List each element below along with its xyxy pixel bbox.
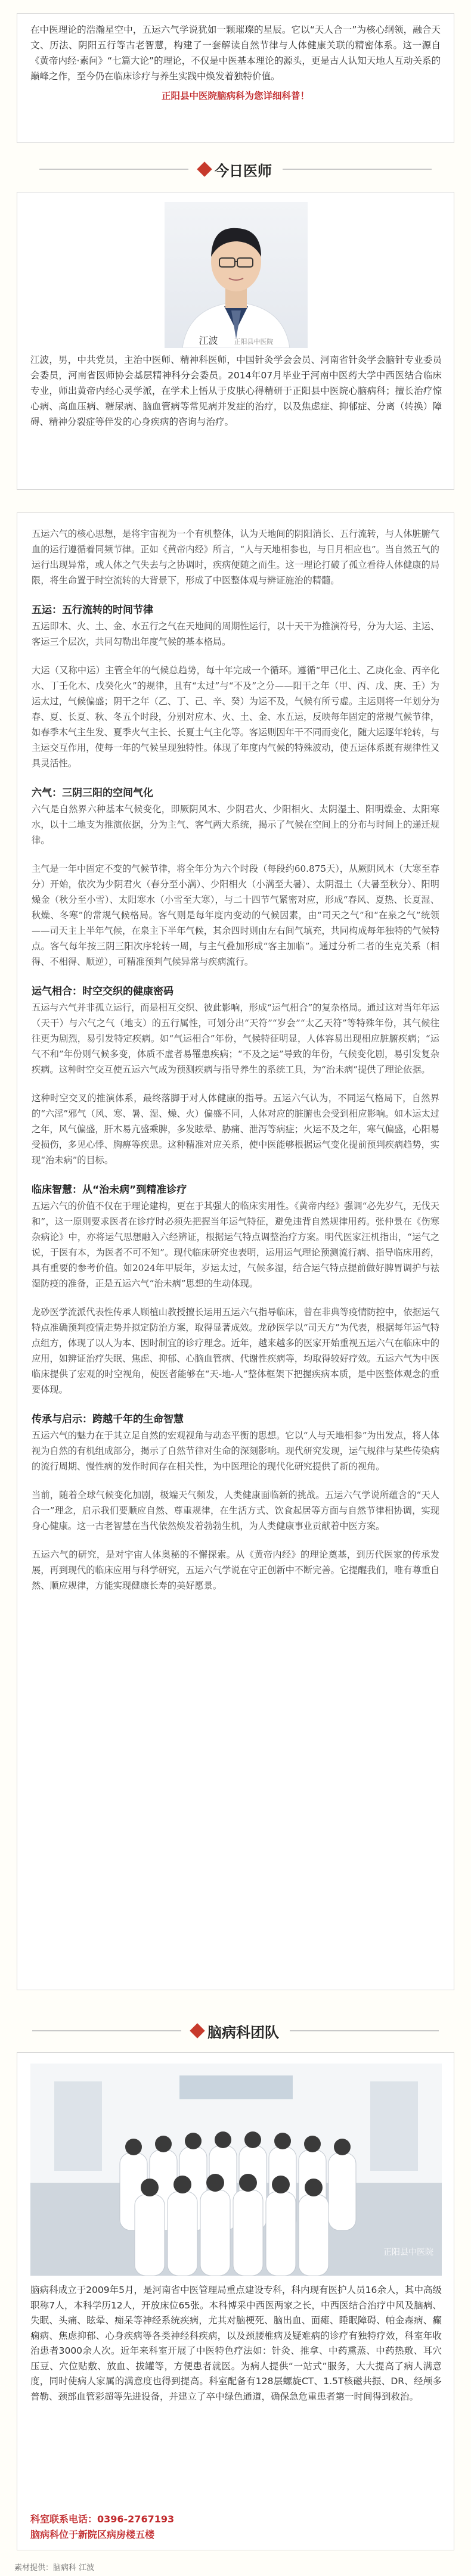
contact-phone: 科室联系电话：0396-2767193 <box>30 2513 175 2525</box>
department-location: 脑病科位于新院区病房楼五楼 <box>30 2529 155 2540</box>
article-card <box>17 512 454 1990</box>
section-title: 五运：五行流转的时间节律 <box>32 604 153 616</box>
doctor-heading-text: 今日医师 <box>215 162 272 179</box>
intro-text: 在中医理论的浩瀚星空中，五运六气学说犹如一颗璀璨的星辰。它以“天人合一”为核心纲领，融合天文、历法、阴阳五行等古老智慧，构建了一套解读自然节律与人体健康关联的精密体系。这一源自《黄帝内经·素问》“七篇大论”的理论，不仅是中医基本理论的源头，更是古人认知天地人互动关系的巅峰之作，至今仍在临床诊疗与养生实践中焕发着独特价值。 <box>30 24 441 82</box>
article-paragraph: 五运六气的核心思想，是将宇宙视为一个有机整体，认为天地间的阴阳消长、五行流转，与人体脏腑气血的运行遵循着同频节律。正如《黄帝内经》所言，“人与天地相参也，与日月相应也”。当自然五气的运行出现异常，或人体之气失去与之协调时，疾病便随之而生。这一理论打破了孤立看待人体健康的局限，将生命置于时空流转的大背景下，形成了中医整体观与辨证施治的精髓。 <box>32 529 439 586</box>
article-paragraph: 这种时空交叉的推演体系，最终落脚于对人体健康的指导。五运六气认为，不同运气格局下，自然界的“六淫”邪气（风、寒、暑、湿、燥、火）偏盛不同，人体对应的脏腑也会受到相应影响。如木运太过之年，风气偏盛，肝木易亢盛乘脾，多发眩晕、胁痛、泄泻等病症；火运不及之年，寒气偏盛，心阳易受损伤，多见心悸、胸痹等疾患。这种精准对应关系，使中医能够根据运气变化提前预判疾病趋势，实现“治未病”的目标。 <box>32 1093 439 1166</box>
article-paragraph: 龙砂医学流派代表性传承人顾植山教授擅长运用五运六气指导临床，曾在非典等疫情防控中，依据运气特点准确预判疫情走势并拟定防治方案，取得显著成效。龙砂医学以“司天方”为代表，根据每年运气特点组方，体现了以人为本、因时制宜的诊疗理念。近年，越来越多的医家开始重视五运六气在临床中的应用，如辨证治疗失眠、焦虑、抑郁、心脑血管病、代谢性疾病等，均取得较好疗效。五运六气为中医临床提供了宏观的时空视角，使医者能够在“天-地-人”整体框架下把握疾病本质，是中医整体观念的重要体现。 <box>32 1307 439 1395</box>
article-paragraph: 大运（又称中运）主管全年的气候总趋势，每十年完成一个循环。遵循“甲己化土、乙庚化金、丙辛化水、丁壬化木、戊癸化火”的规律，且有“太过”与“不及”之分——阳干之年（甲、丙、戊、庚、壬）为运太过，气候偏盛；阴干之年（乙、丁、己、辛、癸）为运不及，气候有所亏虚。主运则将一年划分为春、夏、长夏、秋、冬五个时段，分别对应木、火、土、金、水五运，反映每年固定的常规气候节律，如春季木气主生发、夏季火气主长、长夏土气主化等。客运则因年干不同而变化，随大运逐年轮转，与主运交互作用，使每一年的气候呈现独特性。体现了年度内气候的特殊波动，使五运体系既有规律性又具灵活性。 <box>32 665 439 769</box>
article-paragraph: 五运六气的魅力在于其立足自然的宏观视角与动态平衡的思想。它以“人与天地相参”为出发点，将人体视为自然的有机组成部分，揭示了自然节律对生命的深刻影响。现代研究发现，运气规律与某些传染病的流行周期、慢性病的发作时间存在相关性，为中医理论的现代化研究提供了新的视角。 <box>32 1430 439 1472</box>
hospital-watermark: 正阳县中医院 <box>234 338 274 346</box>
divider-line-right <box>290 2030 439 2031</box>
doctor-name-plate <box>17 333 455 347</box>
intro-highlight: 正阳县中医院脑病科为您详细科普！ <box>161 91 309 101</box>
doctor-name: 江波 <box>199 335 218 346</box>
diamond-icon <box>197 161 212 176</box>
team-photo-watermark: 正阳县中医院 <box>383 2248 433 2257</box>
article-paragraph: 五运即木、火、土、金、水五行之气在天地间的周期性运行，以十天干为推演符号，分为大运、主运、客运三个层次，共同勾勒出年度气候的基本格局。 <box>32 621 439 647</box>
article-paragraph: 主气是一年中固定不变的气候节律，将全年分为六个时段（每段约60.875天），从厥阴风木（大寒至春分）开始，依次为少阴君火（春分至小满）、少阳相火（小满至大暑）、太阴湿土（大暑至秋分）、阳明燥金（秋分至小雪）、太阳寒水（小雪至大寒），与二十四节气紧密对应，形成“春风、夏热、长夏湿、秋燥、冬寒”的常规气候格局。客气则是每年度内变动的气候因素，由“司天之气”和“在泉之气”统领——司天主上半年气候，在泉主下半年气候，其余四时则由左右间气填充，共同构成每年独特的气候特点。客气每年按三阴三阳次序轮转一周，与主气叠加形成“客主加临”。通过分析二者的生克关系（相得、不相得、顺逆），可精准预判气候异常与疾病流行。 <box>32 863 439 967</box>
article-paragraph: 五运六气的研究，是对宇宙人体奥秘的不懈探索。从《黄帝内经》的理论奠基，到历代医家的传承发展，再到现代的临床应用与科学研究，五运六气学说在守正创新中不断完善。它提醒我们，唯有尊重自然、顺应规律，方能实现健康长寿的美好愿景。 <box>32 1549 439 1591</box>
diamond-icon <box>190 2023 204 2038</box>
article-paragraph: 六气是自然界六种基本气候变化，即厥阴风木、少阴君火、少阳相火、太阴湿土、阳明燥金、太阳寒水，以十二地支为推演依据，分为主气、客气两大系统，揭示了气候在空间上的分布与时间上的递迁规律。 <box>32 804 439 846</box>
article-paragraph: 当前，随着全球气候变化加剧，极端天气频发，人类健康面临新的挑战。五运六气学说所蕴含的“天人合一”理念，启示我们要顺应自然、尊重规律，在生活方式、饮食起居等方面与自然节律相协调，实现身心健康。这一古老智慧在当代依然焕发着勃勃生机，为人类健康事业贡献着中医方案。 <box>32 1490 439 1531</box>
team-photo-illustration <box>30 2064 442 2276</box>
intro-card <box>17 13 454 143</box>
section-title: 六气：三阴三阳的空间气化 <box>32 787 153 799</box>
divider-line-right <box>283 169 432 170</box>
section-title: 运气相合：时空交织的健康密码 <box>32 986 173 998</box>
section-title: 临床智慧：从“治未病”到精准诊疗 <box>32 1184 187 1196</box>
article-paragraph: 五运与六气并非孤立运行，而是相互交织、彼此影响，形成“运气相合”的复杂格局。通过这对当年年运（天干）与六气之气（地支）的五行属性，可划分出“天符”“岁会”“太乙天符”等特殊年份，其气候往往更为剧烈，易引发特定疾病。如“气运相合”年份，气候特征明显，人体容易出现相应脏腑疾病；“运气不和”年份则气候多变，体质不虚者易罹患疾病；“不及之运”导致的年份，气候变化剧，易引发复杂疾病。这种时空交互使五运六气成为预测疾病与指导养生的系统工具，为“治未病”提供了理论依据。 <box>32 1002 439 1075</box>
team-card <box>17 2052 454 2550</box>
doctor-heading <box>0 151 471 187</box>
article-paragraph: 五运六气的价值不仅在于理论建构，更在于其强大的临床实用性。《黄帝内经》强调“必先岁气，无伐天和”，这一原则要求医者在诊疗时必须先把握当年运气特征，避免违背自然规律用药。张仲景在《伤寒杂病论》中，亦将运气思想融入六经辨证，根据运气特点调整治疗方案。明代医家汪机指出，“运气之说，于医有本，为医者不可不知”。现代临床研究也表明，运用运气理论预测流行病、指导临床用药，具有重要的参考价值。如2024年甲辰年，岁运太过，气候多湿，结合运气特点提前做好脾胃调护与祛湿防疫的准备，正是五运六气“治未病”思想的生动体现。 <box>32 1201 439 1289</box>
doctor-card <box>17 192 454 490</box>
doctor-portrait-illustration <box>165 202 308 348</box>
divider-line-left <box>32 2030 181 2031</box>
team-description: 脑病科成立于2009年5月，是河南省中医管理局重点建设专科，科内现有医护人员16余人，其中高级职称7人，本科学历12人，开放床位65张。本科博采中西医两家之长，中西医结合治疗中风及脑病、失眠、头痛、眩晕、痴呆等神经系统疾病，尤其对脑梗死、脑出血、面瘫、睡眠障碍、帕金森病、癫痫病、焦虑抑郁、心身疾病等各类神经科疾病，以及颈腰椎病及疑难病的诊疗有独特疗效，科室年收治患者3000余人次。近年来科室开展了中医特色疗法如：针灸、推拿、中药熏蒸、中药热敷、耳穴压豆、穴位贴敷、放血、拔罐等，方便患者就医。为病人提供“一站式”服务，大大提高了病人满意度，同时使病人家属的满意度也得到提高。科室配备有128层螺旋CT、1.5T核磁共振、DR、经颅多普勒、颈部血管彩超等先进设备，并建立了卒中绿色通道，确保急危重患者第一时间得到救治。 <box>30 2285 442 2402</box>
team-photo <box>30 2064 442 2276</box>
team-heading <box>0 2013 471 2049</box>
team-heading-text: 脑病科团队 <box>207 2024 279 2041</box>
doctor-photo <box>165 202 308 348</box>
footer-credit: 素材提供：脑病科 江波 <box>14 2563 95 2572</box>
section-title: 传承与启示：跨越千年的生命智慧 <box>32 1413 184 1425</box>
divider-line-left <box>39 169 188 170</box>
doctor-bio: 江波，男，中共党员，主治中医师、精神科医师，中国针灸学会会员、河南省针灸学会脑针专业委员会委员，河南省医师协会基层精神科分会委员。2014年07月毕业于河南中医药大学中西医结合临床专业，师出黄帝内经心灵学派，在学术上悟从于皮肤心得精研于正阳县中医院心脑病科；擅长治疗惊心病、高血压病、糖尿病、脑血管病等常见病并发症的治疗，以及焦虑症、抑郁症、分离（转换）障碍、精神分裂症等伴发的心身疾病的咨询与治疗。 <box>30 355 442 427</box>
